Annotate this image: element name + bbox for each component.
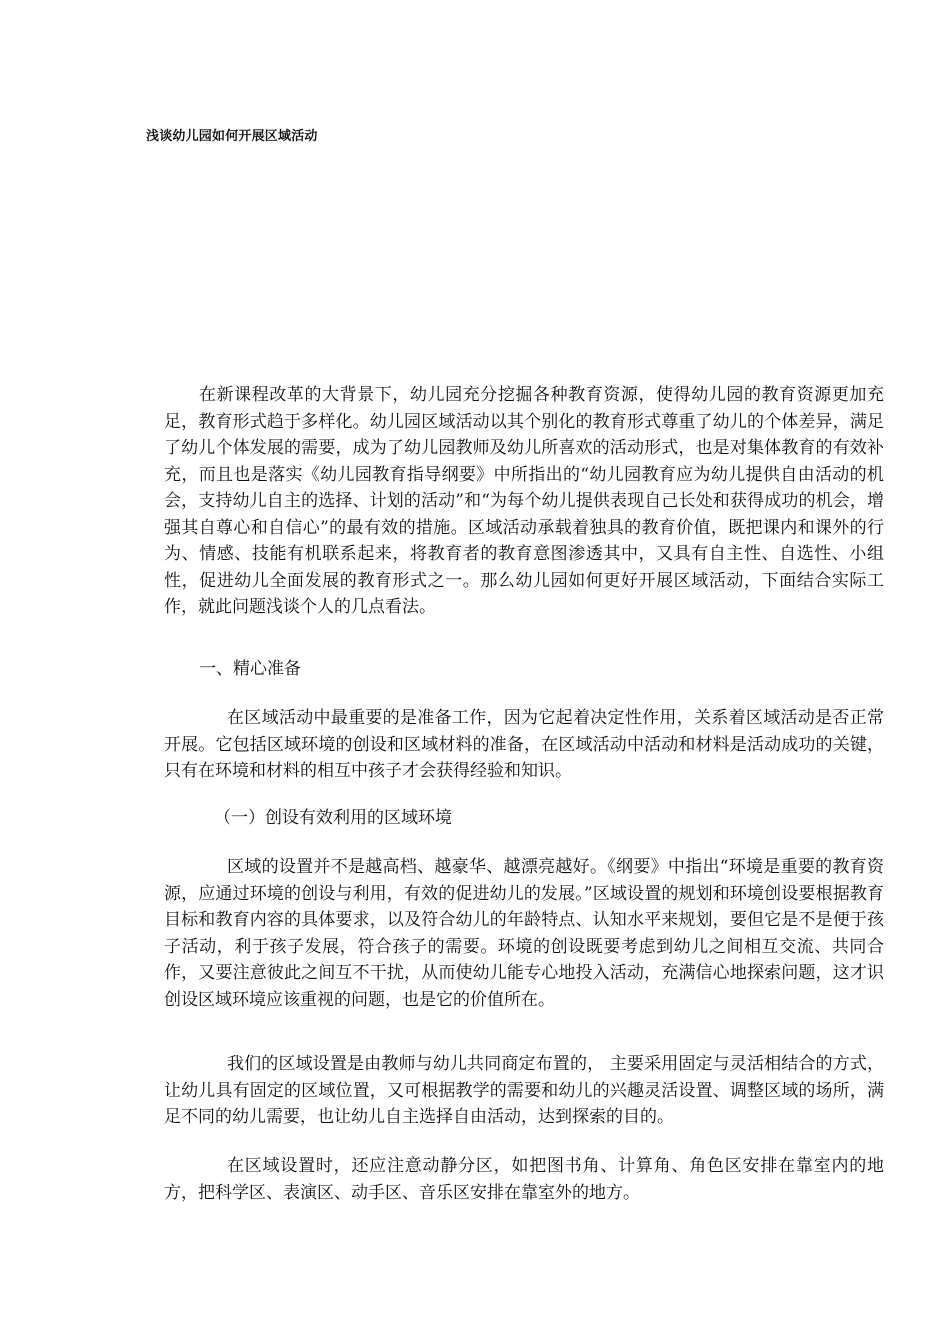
subsection-heading-environment: （一）创设有效利用的区域环境 [214,808,452,828]
paragraph-zoning: 在区域设置时，还应注意动静分区，如把图书角、计算角、角色区安排在靠室内的地方，把科学区、表演区、动手区、音乐区安排在靠室外的地方。 [164,1156,884,1203]
paragraph-environment: 区域的设置并不是越高档、越豪华、越漂亮越好。《纲要》中指出“环境是重要的教育资源，应通过环境的创设与利用，有效的促进幼儿的发展。”区域设置的规划和环境创设要根据教育目标和教育内容的具体要求，以及符合幼儿的年龄特点、认知水平来规划，要但它是不是便于孩子活动，利于孩子发展，符合孩子的需要。环境的创设既要考虑到幼儿之间相互交流、共同合作，又要注意彼此之间互不干扰，从而使幼儿能专心地投入活动，充满信心地探索问题，这才识创设区域环境应该重视的问题，也是它的价值所在。 [164,857,884,1010]
section-heading-preparation: 一、精心准备 [199,659,301,679]
paragraph-intro: 在新课程改革的大背景下，幼儿园充分挖掘各种教育资源，使得幼儿园的教育资源更加充足，教育形式趋于多样化。幼儿园区域活动以其个别化的教育形式尊重了幼儿的个体差异，满足了幼儿个体发展的需要，成为了幼儿园教师及幼儿所喜欢的活动形式，也是对集体教育的有效补充，而且也是落实《幼儿园教育指导纲要》中所指出的“幼儿园教育应为幼儿提供自由活动的机会，支持幼儿自主的选择、计划的活动”和“为每个幼儿提供表现自己长处和获得成功的机会，增强其自尊心和自信心”的最有效的措施。区域活动承载着独具的教育价值，既把课内和课外的行为、情感、技能有机联系起来，将教育者的教育意图渗透其中，又具有自主性、自选性、小组性，促进幼儿全面发展的教育形式之一。那么幼儿园如何更好开展区域活动，下面结合实际工作，就此问题浅谈个人的几点看法。 [164,385,884,617]
paragraph-preparation: 在区域活动中最重要的是准备工作，因为它起着决定性作用，关系着区域活动是否正常开展。它包括区域环境的创设和区域材料的准备，在区域活动中活动和材料是活动成功的关键， 只有在环境和材料的相互中孩子才会获得经验和知识。 [164,708,884,781]
paragraph-area-setup: 我们的区域设置是由教师与幼儿共同商定布置的， 主要采用固定与灵活相结合的方式，让幼儿具有固定的区域位置，又可根据教学的需要和幼儿的兴趣灵活设置、调整区域的场所，满足不同的幼儿需要，也让幼儿自主选择自由活动，达到探索的目的。 [164,1054,884,1127]
document-title: 浅谈幼儿园如何开展区域活动 [146,129,318,144]
